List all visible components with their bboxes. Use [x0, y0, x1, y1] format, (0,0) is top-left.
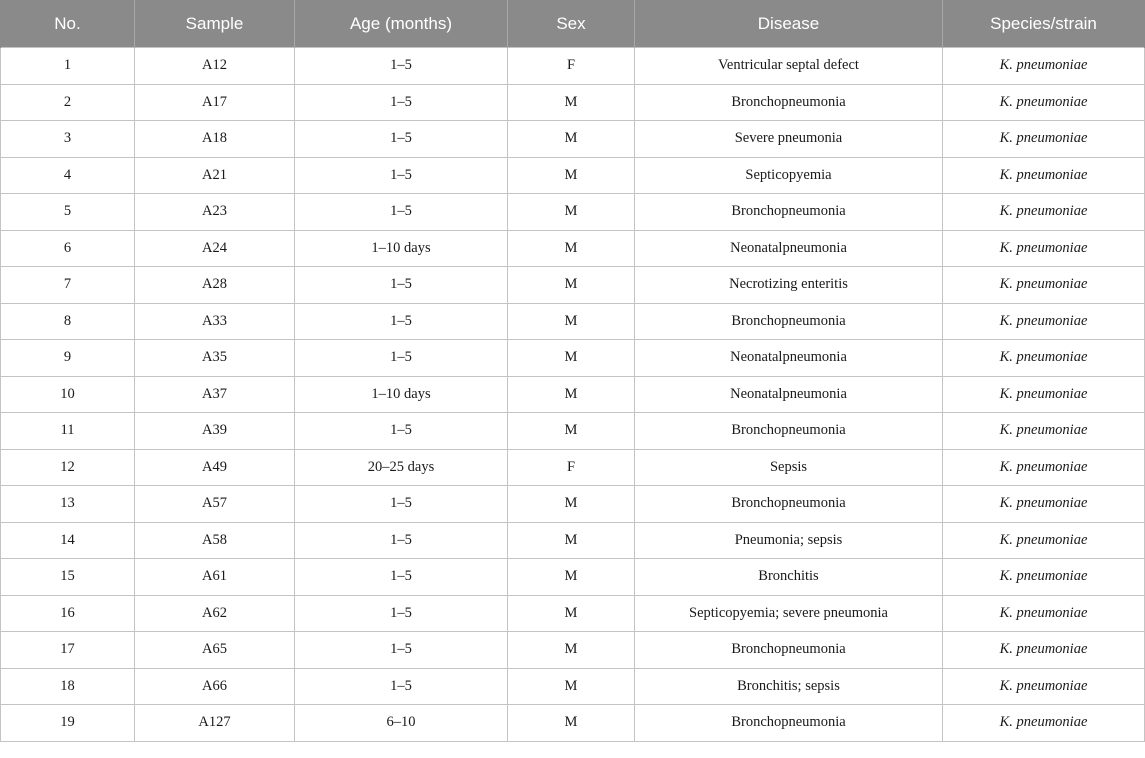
cell-no: 11: [1, 413, 135, 450]
cell-no: 2: [1, 84, 135, 121]
cell-age: 1–5: [295, 632, 508, 669]
cell-no: 17: [1, 632, 135, 669]
cell-species: K. pneumoniae: [943, 449, 1145, 486]
cell-disease: Bronchopneumonia: [635, 632, 943, 669]
cell-age: 20–25 days: [295, 449, 508, 486]
cell-age: 1–5: [295, 303, 508, 340]
cell-species: K. pneumoniae: [943, 413, 1145, 450]
cell-age: 1–5: [295, 84, 508, 121]
cell-age: 1–5: [295, 559, 508, 596]
cell-disease: Neonatalpneumonia: [635, 376, 943, 413]
cell-disease: Bronchopneumonia: [635, 413, 943, 450]
table-row: [1, 376, 1145, 413]
table-row: [1, 340, 1145, 377]
cell-age: 1–5: [295, 413, 508, 450]
cell-disease: Septicopyemia: [635, 157, 943, 194]
cell-no: 8: [1, 303, 135, 340]
cell-sex: M: [508, 486, 635, 523]
cell-sample: A61: [135, 559, 295, 596]
cell-sample: A21: [135, 157, 295, 194]
table-row: [1, 559, 1145, 596]
cell-no: 10: [1, 376, 135, 413]
cell-disease: Bronchopneumonia: [635, 486, 943, 523]
cell-age: 1–5: [295, 194, 508, 231]
cell-species: K. pneumoniae: [943, 559, 1145, 596]
header-no: No.: [1, 1, 135, 48]
cell-species: K. pneumoniae: [943, 705, 1145, 742]
cell-sex: M: [508, 303, 635, 340]
cell-age: 1–5: [295, 121, 508, 158]
cell-sex: F: [508, 449, 635, 486]
cell-disease: Bronchopneumonia: [635, 194, 943, 231]
cell-age: 6–10: [295, 705, 508, 742]
cell-disease: Septicopyemia; severe pneumonia: [635, 595, 943, 632]
cell-species: K. pneumoniae: [943, 486, 1145, 523]
cell-sample: A18: [135, 121, 295, 158]
cell-sex: M: [508, 267, 635, 304]
cell-disease: Bronchopneumonia: [635, 84, 943, 121]
cell-sex: M: [508, 340, 635, 377]
cell-no: 4: [1, 157, 135, 194]
table-row: [1, 595, 1145, 632]
cell-sex: M: [508, 194, 635, 231]
cell-age: 1–10 days: [295, 230, 508, 267]
cell-sample: A37: [135, 376, 295, 413]
cell-disease: Neonatalpneumonia: [635, 230, 943, 267]
cell-sample: A12: [135, 48, 295, 85]
header-row: [1, 1, 1145, 48]
table-row: [1, 267, 1145, 304]
cell-sample: A24: [135, 230, 295, 267]
cell-species: K. pneumoniae: [943, 668, 1145, 705]
cell-sample: A28: [135, 267, 295, 304]
table-row: [1, 84, 1145, 121]
cell-no: 15: [1, 559, 135, 596]
cell-no: 9: [1, 340, 135, 377]
cell-sex: M: [508, 559, 635, 596]
cell-age: 1–5: [295, 522, 508, 559]
table-header: [1, 1, 1145, 48]
header-disease: Disease: [635, 1, 943, 48]
cell-species: K. pneumoniae: [943, 157, 1145, 194]
cell-sex: M: [508, 376, 635, 413]
cell-no: 3: [1, 121, 135, 158]
cell-species: K. pneumoniae: [943, 194, 1145, 231]
cell-no: 7: [1, 267, 135, 304]
cell-disease: Bronchopneumonia: [635, 705, 943, 742]
cell-species: K. pneumoniae: [943, 632, 1145, 669]
cell-sex: M: [508, 121, 635, 158]
cell-species: K. pneumoniae: [943, 121, 1145, 158]
cell-disease: Necrotizing enteritis: [635, 267, 943, 304]
table-row: [1, 157, 1145, 194]
table-row: [1, 48, 1145, 85]
cell-age: 1–10 days: [295, 376, 508, 413]
cell-age: 1–5: [295, 48, 508, 85]
cell-species: K. pneumoniae: [943, 303, 1145, 340]
cell-sex: M: [508, 668, 635, 705]
cell-species: K. pneumoniae: [943, 84, 1145, 121]
cell-sample: A62: [135, 595, 295, 632]
cell-sex: M: [508, 84, 635, 121]
cell-no: 16: [1, 595, 135, 632]
cell-age: 1–5: [295, 267, 508, 304]
cell-disease: Severe pneumonia: [635, 121, 943, 158]
cell-sample: A65: [135, 632, 295, 669]
cell-no: 12: [1, 449, 135, 486]
table-row: [1, 668, 1145, 705]
cell-sex: M: [508, 595, 635, 632]
cell-sex: M: [508, 522, 635, 559]
cell-sample: A39: [135, 413, 295, 450]
cell-species: K. pneumoniae: [943, 48, 1145, 85]
cell-sample: A33: [135, 303, 295, 340]
table-row: [1, 194, 1145, 231]
cell-sex: F: [508, 48, 635, 85]
cell-disease: Bronchitis; sepsis: [635, 668, 943, 705]
table-body: [1, 48, 1145, 742]
cell-species: K. pneumoniae: [943, 230, 1145, 267]
cell-disease: Bronchopneumonia: [635, 303, 943, 340]
header-age: Age (months): [295, 1, 508, 48]
cell-disease: Neonatalpneumonia: [635, 340, 943, 377]
cell-sex: M: [508, 230, 635, 267]
header-species: Species/strain: [943, 1, 1145, 48]
cell-no: 5: [1, 194, 135, 231]
cell-sex: M: [508, 157, 635, 194]
cell-disease: Bronchitis: [635, 559, 943, 596]
cell-species: K. pneumoniae: [943, 340, 1145, 377]
cell-species: K. pneumoniae: [943, 376, 1145, 413]
header-sample: Sample: [135, 1, 295, 48]
table-row: [1, 230, 1145, 267]
cell-no: 19: [1, 705, 135, 742]
cell-no: 14: [1, 522, 135, 559]
table-row: [1, 632, 1145, 669]
cell-sex: M: [508, 705, 635, 742]
cell-no: 18: [1, 668, 135, 705]
cell-species: K. pneumoniae: [943, 267, 1145, 304]
cell-age: 1–5: [295, 486, 508, 523]
header-sex: Sex: [508, 1, 635, 48]
cell-age: 1–5: [295, 157, 508, 194]
table-row: [1, 449, 1145, 486]
cell-sex: M: [508, 413, 635, 450]
cell-no: 1: [1, 48, 135, 85]
cell-species: K. pneumoniae: [943, 595, 1145, 632]
cell-disease: Ventricular septal defect: [635, 48, 943, 85]
cell-sample: A127: [135, 705, 295, 742]
cell-sample: A23: [135, 194, 295, 231]
cell-no: 6: [1, 230, 135, 267]
cell-age: 1–5: [295, 668, 508, 705]
table-row: [1, 303, 1145, 340]
cell-age: 1–5: [295, 340, 508, 377]
table-row: [1, 413, 1145, 450]
table-row: [1, 705, 1145, 742]
cell-disease: Pneumonia; sepsis: [635, 522, 943, 559]
cell-no: 13: [1, 486, 135, 523]
cell-sex: M: [508, 632, 635, 669]
table-row: [1, 522, 1145, 559]
cell-sample: A35: [135, 340, 295, 377]
cell-sample: A17: [135, 84, 295, 121]
cell-sample: A49: [135, 449, 295, 486]
table-row: [1, 121, 1145, 158]
cell-age: 1–5: [295, 595, 508, 632]
cell-disease: Sepsis: [635, 449, 943, 486]
cell-sample: A57: [135, 486, 295, 523]
cell-species: K. pneumoniae: [943, 522, 1145, 559]
table-row: [1, 486, 1145, 523]
cell-sample: A66: [135, 668, 295, 705]
cell-sample: A58: [135, 522, 295, 559]
